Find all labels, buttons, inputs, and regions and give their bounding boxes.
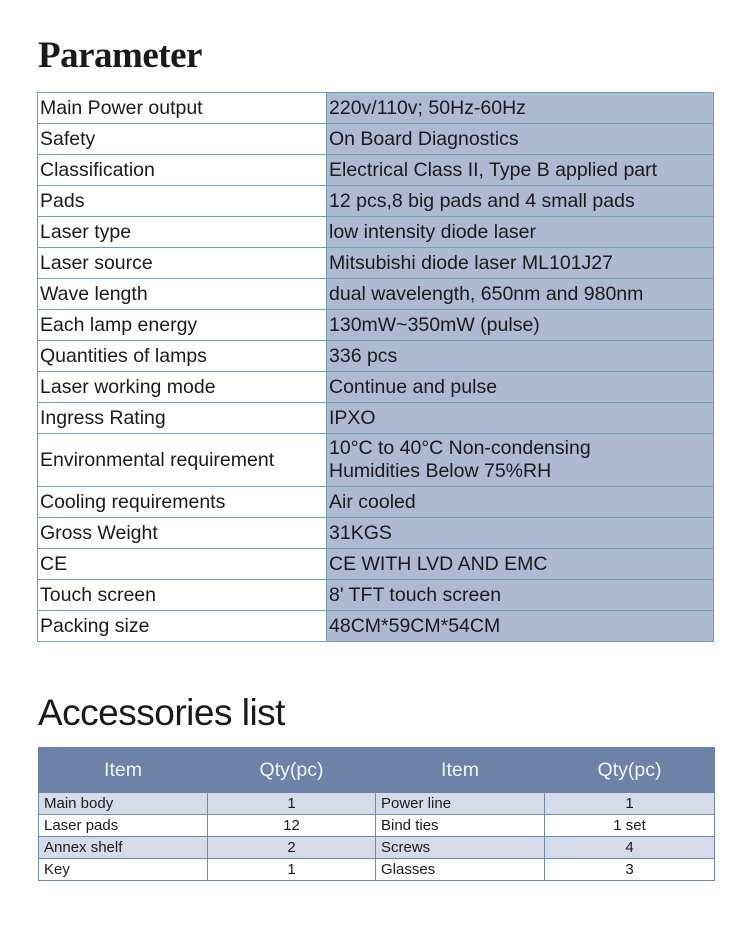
parameter-key: Environmental requirement: [38, 434, 327, 487]
parameter-key: Laser working mode: [38, 372, 327, 403]
parameter-key: Packing size: [38, 611, 327, 642]
item-name: Bind ties: [376, 815, 545, 837]
table-row: [38, 487, 714, 518]
parameter-value: [327, 124, 714, 155]
parameter-value-line: CE WITH LVD AND EMC: [329, 552, 548, 575]
parameter-value: [327, 487, 714, 518]
parameter-value-line: 336 pcs: [329, 344, 398, 367]
parameter-value: [327, 341, 714, 372]
table-row: [38, 611, 714, 642]
parameter-title: Parameter: [38, 35, 202, 76]
parameter-value: [327, 403, 714, 434]
parameter-value-line: Continue and pulse: [329, 375, 498, 398]
table-row: [39, 837, 715, 859]
table-row: [38, 403, 714, 434]
item-qty: 2: [208, 837, 376, 859]
table-row: [38, 155, 714, 186]
parameter-key: Cooling requirements: [38, 487, 327, 518]
parameter-value: [327, 279, 714, 310]
parameter-key: Laser source: [38, 248, 327, 279]
table-row: [39, 793, 715, 815]
parameter-value-line: 130mW~350mW (pulse): [329, 313, 540, 336]
item-name: Key: [39, 859, 208, 881]
parameter-value-line: Electrical Class II, Type B applied part: [329, 158, 658, 181]
parameter-value: [327, 310, 714, 341]
parameter-value: [327, 434, 714, 487]
table-row: [38, 186, 714, 217]
parameter-value: [327, 186, 714, 217]
item-name: Power line: [376, 793, 545, 815]
item-name: Laser pads: [39, 815, 208, 837]
table-row: [38, 372, 714, 403]
parameter-key: Safety: [38, 124, 327, 155]
parameter-key: Classification: [38, 155, 327, 186]
parameter-key: Each lamp energy: [38, 310, 327, 341]
parameter-value-line: 48CM*59CM*54CM: [329, 614, 501, 637]
parameter-value: [327, 580, 714, 611]
parameter-key: Quantities of lamps: [38, 341, 327, 372]
parameter-value-line: 10°C to 40°C Non-condensing: [329, 437, 591, 459]
header-item: Item: [39, 748, 208, 793]
parameter-value: [327, 549, 714, 580]
table-row: [38, 580, 714, 611]
parameter-value-line: On Board Diagnostics: [329, 127, 519, 150]
item-qty: 12: [208, 815, 376, 837]
parameter-value-line: low intensity diode laser: [329, 220, 537, 243]
accessories-header-row: [39, 748, 715, 793]
parameter-key: Main Power output: [38, 93, 327, 124]
parameter-value-line: 12 pcs,8 big pads and 4 small pads: [329, 189, 635, 212]
item-qty: 1 set: [545, 815, 715, 837]
parameter-key: Touch screen: [38, 580, 327, 611]
table-row: [38, 93, 714, 124]
item-qty: 4: [545, 837, 715, 859]
parameter-key: Wave length: [38, 279, 327, 310]
table-row: [38, 279, 714, 310]
parameter-value-line: Air cooled: [329, 490, 416, 513]
header-qty: Qty(pc): [545, 748, 715, 793]
parameter-value-line: dual wavelength, 650nm and 980nm: [329, 282, 644, 305]
parameter-key: Laser type: [38, 217, 327, 248]
parameter-key: CE: [38, 549, 327, 580]
table-row: [39, 859, 715, 881]
parameter-key: Gross Weight: [38, 518, 327, 549]
parameter-value: [327, 217, 714, 248]
parameter-key: Pads: [38, 186, 327, 217]
item-name: Main body: [39, 793, 208, 815]
table-row: [38, 549, 714, 580]
accessories-table: [38, 747, 715, 881]
item-name: Annex shelf: [39, 837, 208, 859]
parameter-value-line: Mitsubishi diode laser ML101J27: [329, 251, 613, 274]
parameter-value: [327, 248, 714, 279]
table-row: [38, 310, 714, 341]
parameter-value-line: IPXO: [329, 406, 376, 429]
header-qty: Qty(pc): [208, 748, 376, 793]
table-row: [38, 217, 714, 248]
parameter-key: Ingress Rating: [38, 403, 327, 434]
parameter-value: [327, 372, 714, 403]
parameter-value-line: Humidities Below 75%RH: [329, 460, 552, 482]
accessories-title: Accessories list: [38, 692, 285, 733]
header-item: Item: [376, 748, 545, 793]
table-row: [38, 248, 714, 279]
parameter-value: [327, 611, 714, 642]
table-row: [38, 124, 714, 155]
table-row: [38, 434, 714, 487]
parameter-value-line: 220v/110v; 50Hz-60Hz: [329, 96, 526, 119]
parameter-value-line: 8' TFT touch screen: [329, 583, 502, 606]
parameter-value: [327, 518, 714, 549]
item-qty: 1: [208, 859, 376, 881]
table-row: [38, 341, 714, 372]
item-qty: 1: [208, 793, 376, 815]
item-qty: 1: [545, 793, 715, 815]
parameter-value: [327, 155, 714, 186]
item-name: Screws: [376, 837, 545, 859]
table-row: [38, 518, 714, 549]
table-row: [39, 815, 715, 837]
parameter-value-line: 31KGS: [329, 521, 392, 544]
parameter-table: [37, 92, 714, 642]
parameter-value: [327, 93, 714, 124]
item-name: Glasses: [376, 859, 545, 881]
item-qty: 3: [545, 859, 715, 881]
